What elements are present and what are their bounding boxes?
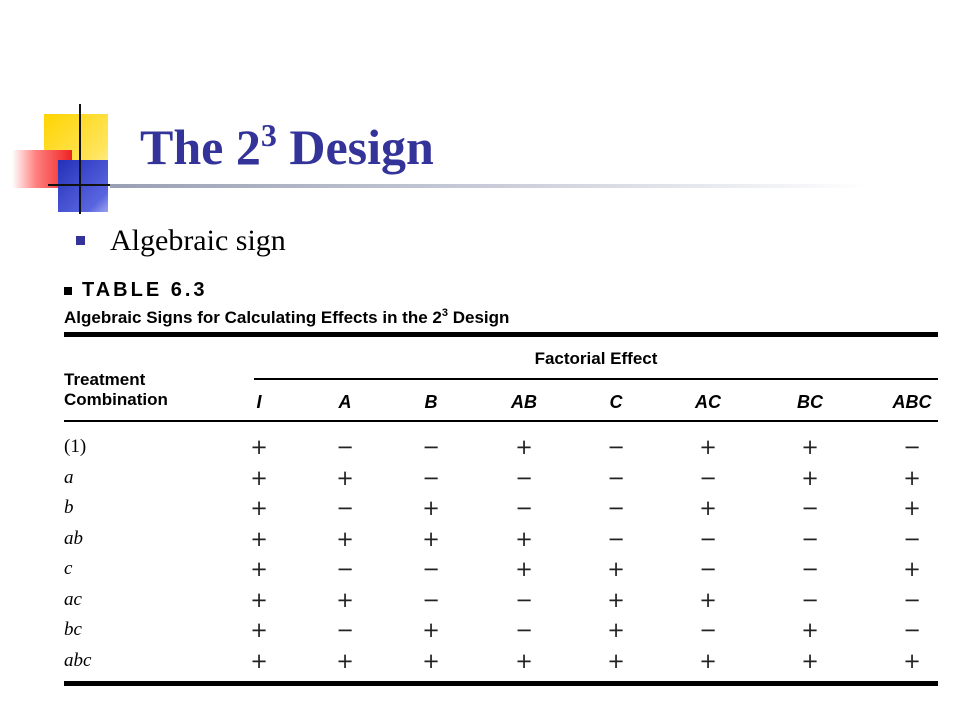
table-label-square-icon xyxy=(64,287,72,295)
minus-sign-cell: − xyxy=(801,588,819,612)
column-header-i: I xyxy=(256,392,262,412)
plus-sign-cell: + xyxy=(250,588,268,612)
plus-sign-cell: + xyxy=(903,466,921,490)
slide-title-rest: Design xyxy=(276,119,434,175)
table-caption-main: Algebraic Signs for Calculating Effects in the 2 xyxy=(64,308,442,327)
minus-sign-cell: − xyxy=(515,618,533,642)
plus-sign-cell: + xyxy=(336,588,354,612)
plus-sign-cell: + xyxy=(336,527,354,551)
title-underline xyxy=(110,184,870,188)
minus-sign-cell: − xyxy=(903,588,921,612)
decor-vertical-line xyxy=(79,104,81,214)
slide-title xyxy=(140,114,434,180)
minus-sign-cell: − xyxy=(336,496,354,520)
plus-sign-cell: + xyxy=(801,435,819,459)
table-label xyxy=(64,278,208,302)
plus-sign-cell: + xyxy=(422,649,440,673)
plus-sign-cell: + xyxy=(699,588,717,612)
plus-sign-cell: + xyxy=(607,618,625,642)
plus-sign-cell: + xyxy=(422,618,440,642)
plus-sign-cell: + xyxy=(336,466,354,490)
minus-sign-cell: − xyxy=(903,527,921,551)
plus-sign-cell: + xyxy=(250,527,268,551)
column-header-abc: ABC xyxy=(892,392,932,412)
minus-sign-cell: − xyxy=(422,435,440,459)
minus-sign-cell: − xyxy=(336,557,354,581)
plus-sign-cell: + xyxy=(607,649,625,673)
plus-sign-cell: + xyxy=(515,649,533,673)
plus-sign-cell: + xyxy=(336,649,354,673)
row-label: b xyxy=(64,497,74,518)
minus-sign-cell: − xyxy=(607,466,625,490)
plus-sign-cell: + xyxy=(801,618,819,642)
plus-sign-cell: + xyxy=(903,649,921,673)
plus-sign-cell: + xyxy=(515,527,533,551)
plus-sign-cell: + xyxy=(422,527,440,551)
table-top-rule xyxy=(64,332,938,337)
bullet-square-icon xyxy=(76,236,85,245)
row-label: bc xyxy=(64,619,82,640)
plus-sign-cell: + xyxy=(250,649,268,673)
column-header-ac: AC xyxy=(695,392,721,412)
plus-sign-cell: + xyxy=(515,435,533,459)
plus-sign-cell: + xyxy=(903,496,921,520)
table-caption xyxy=(64,307,509,329)
plus-sign-cell: + xyxy=(250,435,268,459)
row-label: (1) xyxy=(64,436,87,457)
factorial-effect-header: Factorial Effect xyxy=(534,349,658,368)
minus-sign-cell: − xyxy=(801,557,819,581)
minus-sign-cell: − xyxy=(422,466,440,490)
plus-sign-cell: + xyxy=(801,649,819,673)
column-header-ab: AB xyxy=(511,392,537,412)
plus-sign-cell: + xyxy=(699,649,717,673)
plus-sign-cell: + xyxy=(801,466,819,490)
minus-sign-cell: − xyxy=(801,496,819,520)
minus-sign-cell: − xyxy=(336,618,354,642)
slide-title-superscript: 3 xyxy=(260,117,277,153)
minus-sign-cell: − xyxy=(699,618,717,642)
row-label: ac xyxy=(64,589,82,610)
row-label: a xyxy=(64,467,74,488)
plus-sign-cell: + xyxy=(607,588,625,612)
minus-sign-cell: − xyxy=(903,618,921,642)
minus-sign-cell: − xyxy=(515,588,533,612)
plus-sign-cell: + xyxy=(699,435,717,459)
minus-sign-cell: − xyxy=(607,527,625,551)
minus-sign-cell: − xyxy=(336,435,354,459)
plus-sign-cell: + xyxy=(903,557,921,581)
minus-sign-cell: − xyxy=(607,435,625,459)
plus-sign-cell: + xyxy=(699,496,717,520)
minus-sign-cell: − xyxy=(422,557,440,581)
plus-sign-cell: + xyxy=(422,496,440,520)
plus-sign-cell: + xyxy=(607,557,625,581)
bullet-text: Algebraic sign xyxy=(110,224,286,257)
column-header-b: B xyxy=(424,392,438,412)
minus-sign-cell: − xyxy=(699,557,717,581)
column-header-bc: BC xyxy=(797,392,823,412)
group-header-rule xyxy=(254,378,938,380)
column-header-c: C xyxy=(609,392,623,412)
plus-sign-cell: + xyxy=(250,466,268,490)
treatment-header-line1: Treatment xyxy=(64,370,146,389)
table-caption-superscript: 3 xyxy=(441,307,448,319)
plus-sign-cell: + xyxy=(250,496,268,520)
decor-horizontal-line xyxy=(48,184,112,186)
plus-sign-cell: + xyxy=(250,618,268,642)
row-label: c xyxy=(64,558,73,579)
treatment-combination-header xyxy=(64,370,168,410)
column-header-a: A xyxy=(338,392,352,412)
plus-sign-cell: + xyxy=(515,557,533,581)
minus-sign-cell: − xyxy=(515,466,533,490)
minus-sign-cell: − xyxy=(699,527,717,551)
row-label: ab xyxy=(64,528,83,549)
header-rule xyxy=(64,420,938,422)
minus-sign-cell: − xyxy=(515,496,533,520)
treatment-header-line2: Combination xyxy=(64,390,168,409)
row-label: abc xyxy=(64,650,92,671)
plus-sign-cell: + xyxy=(250,557,268,581)
minus-sign-cell: − xyxy=(699,466,717,490)
minus-sign-cell: − xyxy=(607,496,625,520)
minus-sign-cell: − xyxy=(422,588,440,612)
table-caption-rest: Design xyxy=(447,308,510,327)
minus-sign-cell: − xyxy=(903,435,921,459)
slide-title-main: The 2 xyxy=(140,119,261,175)
table-bottom-rule xyxy=(64,681,938,686)
table-label-text: TABLE 6.3 xyxy=(82,279,208,301)
minus-sign-cell: − xyxy=(801,527,819,551)
decor-blue-square xyxy=(58,160,108,212)
